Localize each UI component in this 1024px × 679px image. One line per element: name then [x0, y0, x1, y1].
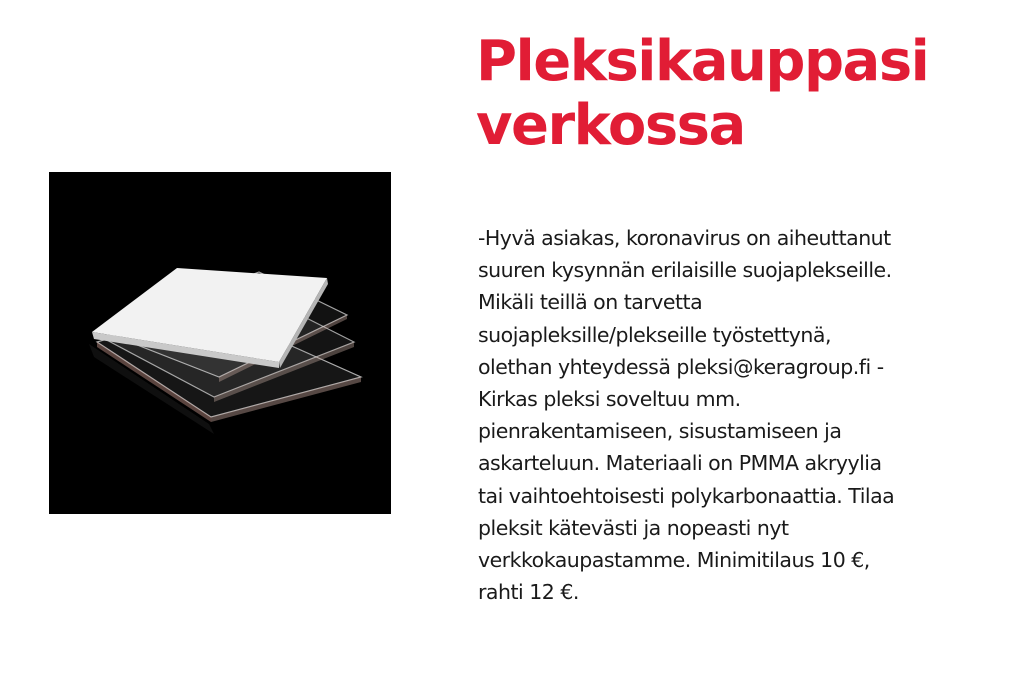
description-line: pleksit kätevästi ja nopeasti nyt — [478, 515, 789, 540]
description-line: pienrakentamiseen, sisustamiseen ja — [478, 419, 842, 444]
description-line: verkkokaupastamme. Minimitilaus 10 €, — [478, 548, 870, 573]
page-title — [476, 30, 1016, 158]
description-line: tai vaihtoehtoisesti polykarbonaattia. Tilaa — [478, 483, 895, 508]
description-line: rahti 12 €. — [478, 580, 579, 605]
page-title-line: verkossa — [476, 93, 745, 158]
description-line: suuren kysynnän erilaisille suojaplekseille. — [478, 258, 892, 283]
page-title-line: Pleksikauppasi — [476, 29, 929, 94]
description-line: olethan yhteydessä pleksi@keragroup.fi - — [478, 354, 884, 379]
description-line: askarteluun. Materiaali on PMMA akryylia — [478, 451, 882, 476]
description-text — [478, 222, 958, 608]
description-line: Kirkas pleksi soveltuu mm. — [478, 387, 741, 412]
acrylic-sheets-illustration — [49, 172, 391, 514]
description-line: Mikäli teillä on tarvetta — [478, 290, 703, 315]
product-image — [49, 172, 391, 514]
description-line: suojapleksille/plekseille työstettynä, — [478, 322, 831, 347]
description-line: -Hyvä asiakas, koronavirus on aiheuttanut — [478, 226, 891, 250]
